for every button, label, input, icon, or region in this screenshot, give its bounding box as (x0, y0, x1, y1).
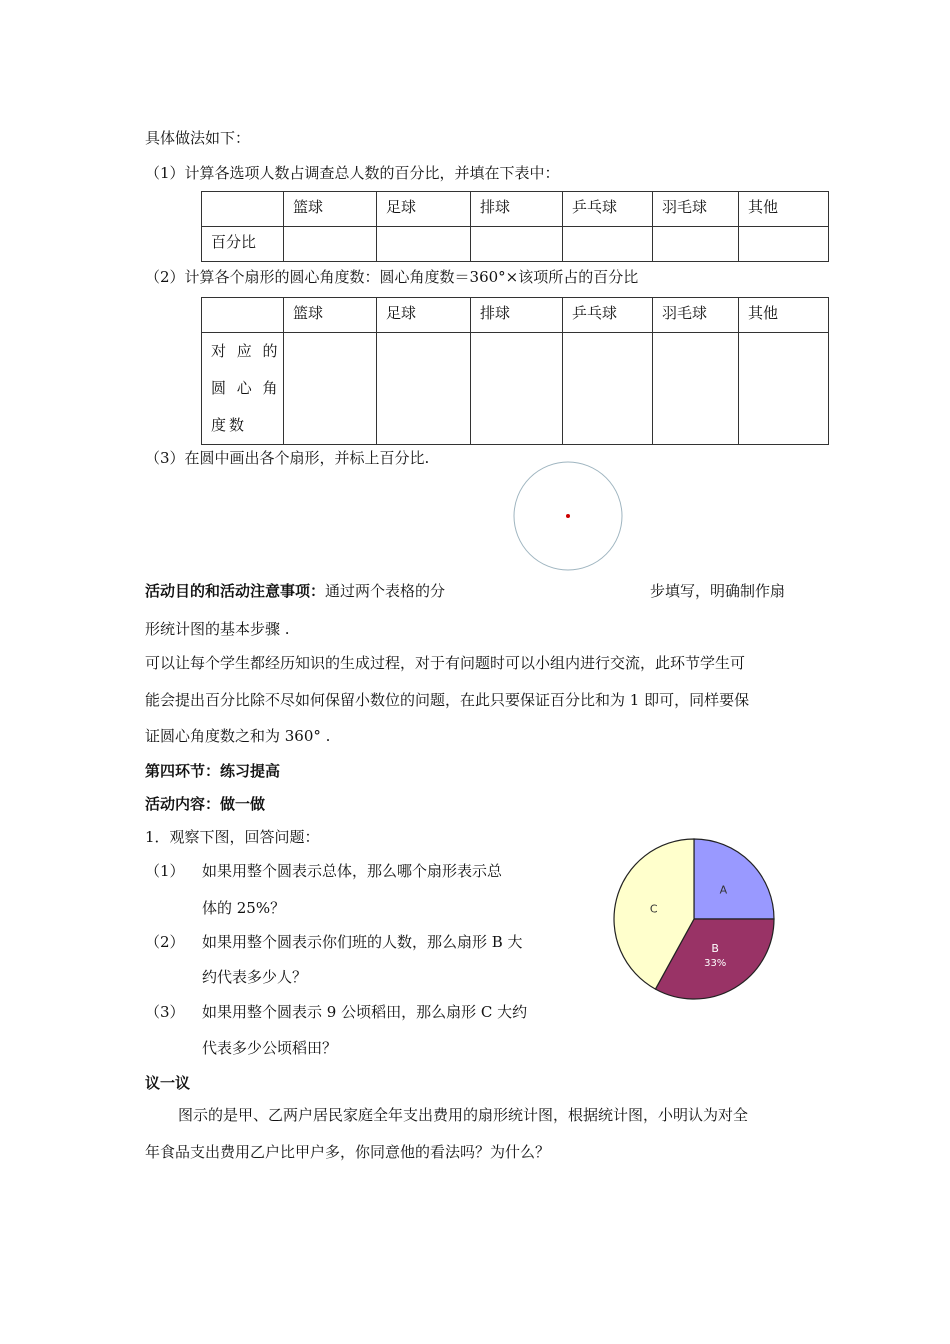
pie-percent-label-b: 33% (704, 957, 727, 969)
question-2-line1: 如果用整个圆表示你们班的人数，那么扇形 B 大 (202, 933, 523, 951)
section4-title: 第四环节：练习提高 (145, 762, 281, 780)
table-cell-empty (202, 298, 284, 333)
table-header: 篮球 (284, 192, 377, 227)
purpose-line2: 形统计图的基本步骤 . (145, 620, 290, 638)
purpose-text-a: 通过两个表格的分 (325, 582, 446, 600)
table-cell (563, 227, 653, 262)
pie-label-a: A (719, 883, 728, 897)
question-1-num: （1） (145, 862, 185, 880)
discuss-line2: 年食品支出费用乙户比甲户多，你同意他的看法吗？为什么？ (145, 1143, 551, 1161)
table-cell (653, 333, 739, 445)
table-header: 其他 (739, 298, 829, 333)
row-label-line: 对 应 的 (211, 342, 281, 360)
table-header: 足球 (377, 298, 471, 333)
table-header: 其他 (739, 192, 829, 227)
table-cell (471, 333, 563, 445)
percent-table (201, 191, 829, 262)
table-cell (284, 227, 377, 262)
table-header: 乒乓球 (563, 298, 653, 333)
angle-table (201, 297, 829, 445)
question-3-line2: 代表多少公顷稻田？ (202, 1039, 338, 1057)
purpose-text-b: 步填写，明确制作扇 (650, 582, 786, 600)
table-cell (377, 227, 471, 262)
question-2-num: （2） (145, 933, 185, 951)
table-row-label (202, 333, 284, 445)
step1-text: （1）计算各选项人数占调查总人数的百分比，并填在下表中： (145, 164, 560, 182)
table-cell (471, 227, 563, 262)
table-cell (377, 333, 471, 445)
question-1-line2: 体的 25%？ (202, 899, 286, 917)
row-label-line: 圆 心 角 (211, 379, 281, 397)
question-2-line2: 约代表多少人？ (202, 968, 308, 986)
purpose-para-line3: 证圆心角度数之和为 360° . (145, 727, 331, 745)
blank-circle (510, 458, 626, 574)
table-header: 羽毛球 (653, 192, 739, 227)
table-cell (653, 227, 739, 262)
step3-text: （3）在圆中画出各个扇形，并标上百分比. (145, 449, 430, 467)
table-cell (739, 227, 829, 262)
table-header: 排球 (471, 298, 563, 333)
discuss-line1: 图示的是甲、乙两户居民家庭全年支出费用的扇形统计图，根据统计图，小明认为对全 (178, 1106, 749, 1124)
purpose-para-line2: 能会提出百分比除不尽如何保留小数位的问题，在此只要保证百分比和为 1 即可，同样要保 (145, 691, 750, 709)
table-header: 乒乓球 (563, 192, 653, 227)
step2-text: （2）计算各个扇形的圆心角度数：圆心角度数＝360°×该项所占的百分比 (145, 268, 639, 286)
table-row-label: 百分比 (202, 227, 284, 262)
question-3-num: （3） (145, 1003, 185, 1021)
pie-label-b: B (711, 941, 719, 955)
purpose-label: 活动目的和活动注意事项： (145, 582, 326, 600)
row-label-line: 度数 (211, 416, 248, 434)
question-1-line1: 如果用整个圆表示总体，那么哪个扇形表示总 (202, 862, 503, 880)
table-header: 篮球 (284, 298, 377, 333)
table-header: 足球 (377, 192, 471, 227)
table-cell (563, 333, 653, 445)
question-3-line1: 如果用整个圆表示 9 公顷稻田，那么扇形 C 大约 (202, 1003, 528, 1021)
purpose-para-line1: 可以让每个学生都经历知识的生成过程，对于有问题时可以小组内进行交流，此环节学生可 (145, 654, 746, 672)
discuss-title: 议一议 (145, 1074, 191, 1092)
table-cell-empty (202, 192, 284, 227)
table-header: 羽毛球 (653, 298, 739, 333)
pie-slice-a (694, 839, 774, 919)
intro-text: 具体做法如下： (145, 129, 251, 147)
table-cell (739, 333, 829, 445)
table-cell (284, 333, 377, 445)
purpose-line1 (145, 580, 445, 601)
table-header: 排球 (471, 192, 563, 227)
question-intro: 1．观察下图，回答问题： (145, 828, 320, 846)
pie-chart (608, 833, 780, 1005)
activity-title: 活动内容：做一做 (145, 795, 266, 813)
circle-center-dot (566, 514, 570, 518)
pie-label-c: C (649, 902, 658, 916)
